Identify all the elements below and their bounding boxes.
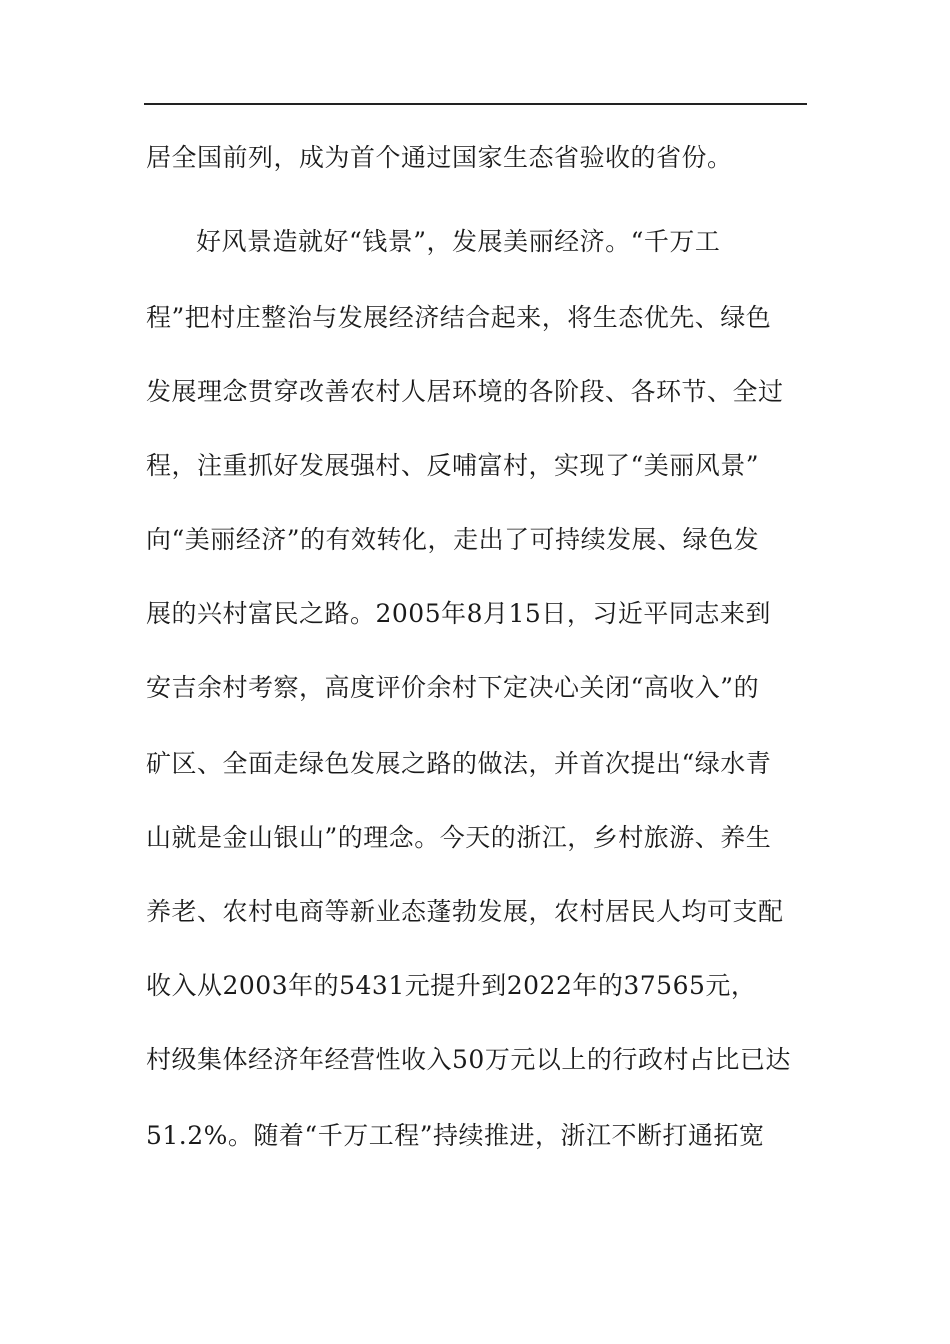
text-line-12: 收入从2003年的5431元提升到2022年的37565元，	[146, 971, 757, 1000]
header-rule	[144, 103, 807, 105]
text-line-2: 好风景造就好“钱景”，发展美丽经济。“千万工	[196, 227, 721, 256]
text-line-4: 发展理念贯穿改善农村人居环境的各阶段、各环节、全过	[146, 377, 784, 406]
text-line-3: 程”把村庄整治与发展经济结合起来，将生态优先、绿色	[146, 303, 772, 332]
text-line-5: 程，注重抓好发展强村、反哺富村，实现了“美丽风景”	[146, 451, 760, 480]
text-line-11: 养老、农村电商等新业态蓬勃发展，农村居民人均可支配	[146, 897, 784, 926]
text-line-9: 矿区、全面走绿色发展之路的做法，并首次提出“绿水青	[146, 749, 772, 778]
text-line-1: 居全国前列，成为首个通过国家生态省验收的省份。	[146, 143, 733, 172]
text-line-8: 安吉余村考察，高度评价余村下定决心关闭“高收入”的	[146, 673, 760, 702]
text-line-10: 山就是金山银山”的理念。今天的浙江，乡村旅游、养生	[146, 823, 772, 852]
text-line-13: 村级集体经济年经营性收入50万元以上的行政村占比已达	[146, 1045, 791, 1074]
text-line-6: 向“美丽经济”的有效转化，走出了可持续发展、绿色发	[146, 525, 760, 554]
text-line-7: 展的兴村富民之路。2005年8月15日，习近平同志来到	[146, 599, 771, 628]
text-line-14: 51.2%。随着“千万工程”持续推进，浙江不断打通拓宽	[146, 1121, 765, 1150]
